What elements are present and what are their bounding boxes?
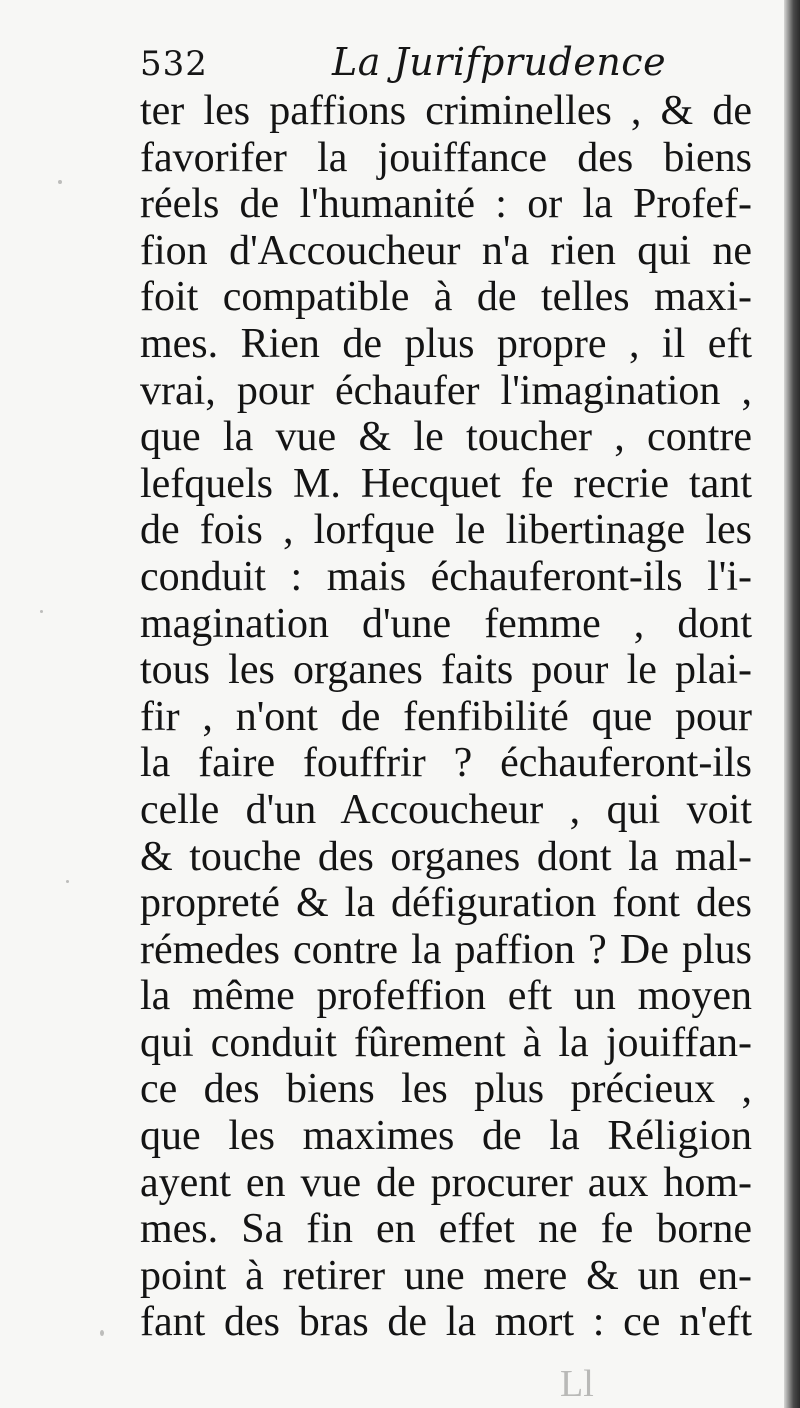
- page-header: [140, 40, 750, 90]
- paper-speck: [40, 610, 43, 613]
- paper-speck: [58, 180, 62, 184]
- body-text: [140, 88, 752, 1346]
- paper-speck: [100, 1330, 104, 1336]
- text-line: point à retirer une mere & un en-: [140, 1252, 752, 1299]
- text-line: propreté & la défiguration font des: [140, 880, 752, 927]
- text-line: magination d'une femme , dont: [140, 600, 752, 647]
- paper-speck: [66, 880, 69, 883]
- text-line: ayent en vue de procurer aux hom-: [140, 1159, 752, 1206]
- text-line: que la vue & le toucher , contre: [140, 414, 752, 461]
- text-line: foit compatible à de telles maxi-: [140, 274, 752, 321]
- text-line: lefquels M. Hecquet fe recrie tant: [140, 460, 752, 507]
- text-line: fir , n'ont de fenfibilité que pour: [140, 693, 752, 740]
- text-line: mes. Sa fin en effet ne fe borne: [140, 1206, 752, 1253]
- text-line: rémedes contre la paffion ? De plus: [140, 926, 752, 973]
- text-line: fant des bras de la mort : ce n'eft: [140, 1299, 752, 1346]
- running-title: La Jurifprudence: [332, 40, 667, 84]
- text-line: la faire fouffrir ? échauferont-ils: [140, 740, 752, 787]
- text-line: ce des biens les plus précieux ,: [140, 1066, 752, 1113]
- text-line: réels de l'humanité : or la Profef-: [140, 181, 752, 228]
- text-line: de fois , lorfque le libertinage les: [140, 507, 752, 554]
- text-line: tous les organes faits pour le plai-: [140, 647, 752, 694]
- text-line: la même profeffion eft un moyen: [140, 973, 752, 1020]
- text-line: que les maximes de la Réligion: [140, 1113, 752, 1160]
- text-line: ter les paffions criminelles , & de: [140, 88, 752, 134]
- text-line: mes. Rien de plus propre , il eft: [140, 320, 752, 367]
- text-line: conduit : mais échauferont-ils l'i-: [140, 553, 752, 600]
- text-line: fion d'Accoucheur n'a rien qui ne: [140, 227, 752, 274]
- page-gutter-shadow: [784, 0, 800, 1408]
- page-number: 532: [140, 44, 208, 84]
- text-line: qui conduit fûrement à la jouiffan-: [140, 1019, 752, 1066]
- text-line: favorifer la jouiffance des biens: [140, 134, 752, 181]
- signature-mark: Ll: [560, 1363, 594, 1405]
- text-line: celle d'un Accoucheur , qui voit: [140, 786, 752, 833]
- text-line: vrai, pour échaufer l'imagination ,: [140, 367, 752, 414]
- text-line: & touche des organes dont la mal-: [140, 833, 752, 880]
